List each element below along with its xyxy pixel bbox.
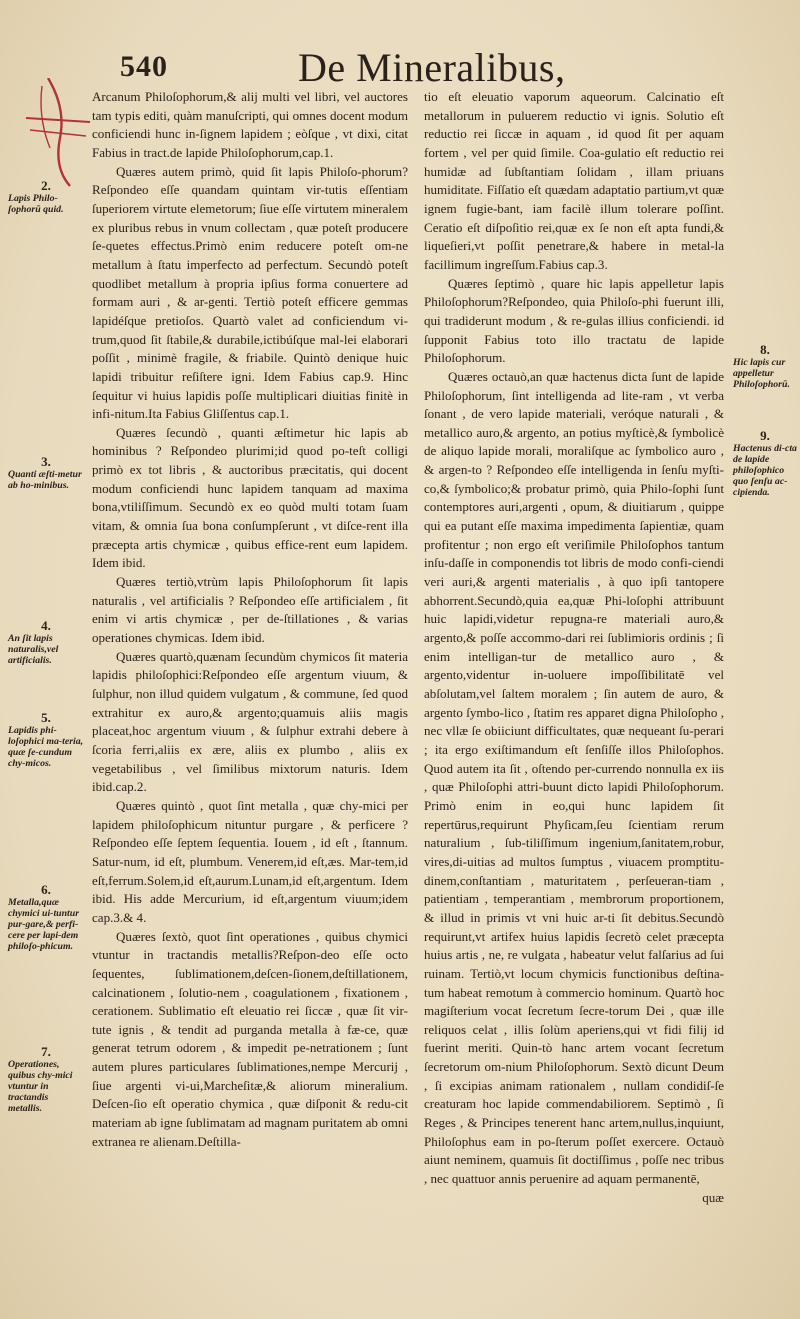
paragraph: Quæres octauò,an quæ hactenus dicta ſunt de lapide Philoſophorum, ſint intelligenda ad lite-ram , vt verba ſonant , de vero lapide materiali, veróque naturali , & metallico auro,& argento, an potius myſticè,& ſymbolicè de aliquo lapide morali, moraliſque ac ſymbolico auro , & argen-to ? Reſpondeo eſſe intelligenda in ſenſu myſti-co,& ſymbolico;& probatur primò, quia Philo-ſophi ſunt contemptores auri,argenti , opum, & diuitiarum , quippe qui ea putant eſſe maxima impedimenta ſapientiæ, quam profitentur ; non ergo eſt veriſimile Philoſophos tantum inſu-daſſe in componendis tot libris de modo confi-ciendi veri auri,& argenti materialis , à quo ipſi tantopere abhorrent.Secundò,quia ea,quæ Phi-loſophi attribuunt huic lapidi,videtur repugna-re materiali auro,& argento,& poſſe accommo-dari rei ſublimioris ordinis ; ſi enim intelligan-tur de metallico auro , & argento,videntur in-uoluere impoſſibilitatē vel abſolutam,vel ſaltem moralem ; ſin autem de auro, & argento ſymbo-lico , ſtatim res apparet digna Philoſopho , nec vllæ ſe obiiciunt difficultates, quæ nequeant ſu-perari ; ita ergo exiſtimandum eſt ſenſiſſe illos Philoſophos. Quod autem ita ſit , oſtendo per-currendo nonnulla ex iis , quæ Philoſophi attri-buunt dicto lapidi Philoſophorum. Primò enim in eo,qui hunc lapidem ſit repertūrus,requirunt Phyſicam,ſeu ſcientiam rerum naturalium , ſub-tiliſſimum ingenium,ſanitatem,robur, vires,di-uitias ad multos ſumptus , viuacem promptitu-dinem,conſtantiam , maturitatem , perſeueran-tiam , patientiam , temperantiam , membrorum proportionem, & illud in primis vt vni huic ar-ti ſit debitus.Secundò requirunt,vt artifex huius lapidis ſecretò celet præcepta huius artis , ne, re vulgata , habeatur velut falſarius ad ſui ruinam. Tertiò,vt locum chymicis functionibus deſtina-tum habeat remotum à commercio hominum. Quartò hoc magiſterium vocat ſecretum ſecre-torum Dei , quæ ille reliquos celat , illis ſolùm aperiens,qui vt fidi filij id fuerint meriti. Quin-tò hanc artem vocant ſecretum ſecretorum om-nium Philoſophorum. Sextò dicunt Deum , ſi excipias animam rationalem , nullam condidiſ-ſe creaturam hoc lapide commendabiliorem. Septimò , ſi Reges , & Principes tenerent hanc artem,nullus,inquiunt, Philoſophus eam in po-ſterum poſſet exercere. Octauò aiunt neminem, quamuis ſit doctiſſimus , poſſe nec tribus , nec quattuor annis peruenire ad aquam permanentē, — [424, 368, 724, 1187]
left-text-column — [92, 88, 408, 1151]
paragraph: Quæres ſeptimò , quare hic lapis appelletur lapis Philoſophorum?Reſpondeo, quia Philoſo-phi fuerunt illi, qui tradiderunt modum , & re-gulas illius conficiendi. id ſupponit Fabius toto illo tractatu de lapide Philoſophorum. — [424, 275, 724, 366]
library-stamp-mark — [20, 78, 100, 188]
margin-note-5: 5. Lapidis phi-loſophici ma-teria, quæ ſe-cundum chy-micos. — [8, 710, 84, 769]
running-title: De Mineralibus, — [298, 45, 566, 90]
margin-note-8: 8. Hic lapis cur appelletur Philoſophorū. — [733, 342, 790, 390]
margin-note-7: 7. Operationes, quibus chy-mici vtuntur in tractandis metallis. — [8, 1044, 73, 1114]
paragraph: Quæres autem primò, quid ſit lapis Philoſo-phorum? Reſpondeo eſſe quandam quintam vir-tutis eſſentiam ſuperiorem virtute elemetorum; ſiue eſſe virtutem mineralem ex pluribus rebus in vnum collectam , quæ poteſt producere ſe-quetes effectus.Primò enim reducere poteſt om-ne metallum à ſtatu imperfecto ad perfectum. Secundò poteſt quodlibet metallum à propria ipſius forma conuertere ad formam auri , & ar-genti. Tertiò poteſt efficere gemmas lapidéſque pretioſos. Quartò valet ad conficiendum vi-trum,quod ſit ſtabile,& durabile,ictibúſque mal-lei elaborari poſſit , minimè fragile, & friabile. Quintò denique huic lapidi tribuitur reſiſtere igni. Idem Fabius cap.9. Hinc ſequitur vi huius lapidis poſſe multiplicari diuitias finitè in infi-nitum.Ita Fabius Gliſſentus cap.1. — [92, 163, 408, 422]
paragraph: Arcanum Philoſophorum,& alij multi vel libri, vel auctores tam typis editi, quàm manuſcripti, qui omnes docent modum conficiendi hunc in-ſignem lapidem ; eòſque , vt dixi, citat Fabius in tract.de lapide Philoſophorum,cap.1. — [92, 89, 408, 160]
catchword: quæ — [702, 1189, 724, 1205]
margin-note-4: 4. An ſit lapis naturalis,vel artificialis. — [8, 618, 59, 666]
paragraph: Quæres ſextò, quot ſint operationes , quibus chymici vtuntur in tractandis metallis?Reſpon-deo eſſe octo ſequentes, ſublimationem,deſcen-ſionem,deſtillationem, calcinationem , ſolutio-nem , coagulationem , fixationem , cerationem. Sublimatio eſt eleuatio rei ſiccæ , quæ ſit vir-tute ignis , & tendit ad purganda metalla à fæ-ce, quæ generat tetrum odorem , & impedit pe-netrationem ; ſunt autem plures particulares ſublimationes,nempe Mercurij , ſiue argenti vi-ui,Marcheſitæ,& aliorum mineralium. Deſcen-ſio eſt operatio chymica , quæ diſponit & redu-cit materiam ab igne ſublimatam ad magnam puritatem ab omni extranea re alienam.Deſtilla- — [92, 928, 408, 1149]
paragraph: Quæres quintò , quot ſint metalla , quæ chy-mici per lapidem philoſophicum nituntur purgare , & perficere ? Reſpondeo eſſe ſeptem ſequentia. Iouem , id eſt , ſtannum. Satur-num, id eſt, plumbum. Venerem,id eſt,æs. Mar-tem,id eſt,ferrum.Solem,id eſt,aurum.Lunam,id eſt,argentum. Idem ibid. His adde Mercurium, id eſt,argentum viuum;idem cap.3.& 4. — [92, 797, 408, 925]
margin-note-3: 3. Quanti æſti-metur ab ho-minibus. — [8, 454, 82, 491]
margin-note-9: 9. Hactenus di-cta de lapide philoſophico quo ſenſu ac-cipienda. — [733, 428, 797, 498]
right-text-column — [424, 88, 724, 1207]
margin-note-6: 6. Metalla,quæ chymici ui-tuntur pur-gare,& perfi-cere per lapi-dem philoſo-phicum. — [8, 882, 80, 952]
paragraph: tio eſt eleuatio vaporum aqueorum. Calcinatio eſt metallorum in puluerem reductio vi ignis. Solutio eſt reductio rei ſiccæ in aquam , id quod ſit per aquam fortem , vel per quid ſimile. Coa-gulatio eſt reductio rei humidæ ad ſubſtantiam ſolidam , illam priuans humiditate. Fiſſatio eſt quædam adaptatio partium,vt quæ ignem fugie-bant, iam facilè illum tolerare poſſint. Ceratio eſt diſpoſitio rei,quæ ex ſe non eſt apta fundi,& liqueſieri,vt poſſit penetrare,& habere in metal-la facillimum ingreſſum.Fabius cap.3. — [424, 89, 724, 272]
margin-note-2: 2. Lapis Philo-ſophorū quid. — [8, 178, 64, 215]
paragraph: Quæres tertiò,vtrùm lapis Philoſophorum ſit lapis naturalis , vel artificialis ? Reſpondeo eſſe artificialem , ſit enim vi artis chymicæ , per de-ſtillationes , & varias operationes chymicas. Idem ibid. — [92, 574, 408, 646]
page-number: 540 — [120, 50, 168, 83]
paragraph: Quæres quartò,quænam ſecundùm chymicos ſit materia lapidis philoſophici:Reſpondeo eſſe argentum viuum, & ſulphur, non illud quidem vulgatum , & commune, ſed quod extrahitur ex auro,& argento;quamuis aliis magis placeat,hoc argentum viuum , & ſulphur extrahi debere à ſcoria ferri,aliis ex ære, aliis ex plumbo , aliis ex vegetabilibus , vel ſimilibus mixtorum naturis. Idem ibid.cap.2. — [92, 648, 408, 795]
page-header — [112, 44, 772, 94]
paragraph: Quæres ſecundò , quanti æſtimetur hic lapis ab hominibus ? Reſpondeo plurimi;id quod po-teſt colligi primò ex tot libris , & auctoribus præcitatis, qui docent modum conficiendi hunc lapidem tanquam ad maxima bona,vtiliſſimum. Secundò ex eo quòd multi totam ſuam vitam, & omnia ſua bona conſumpſerunt , vt diſce-rent illa præcepta artis chymicæ , quibus effice-rent eum lapidem. Idem ibid. — [92, 424, 408, 571]
